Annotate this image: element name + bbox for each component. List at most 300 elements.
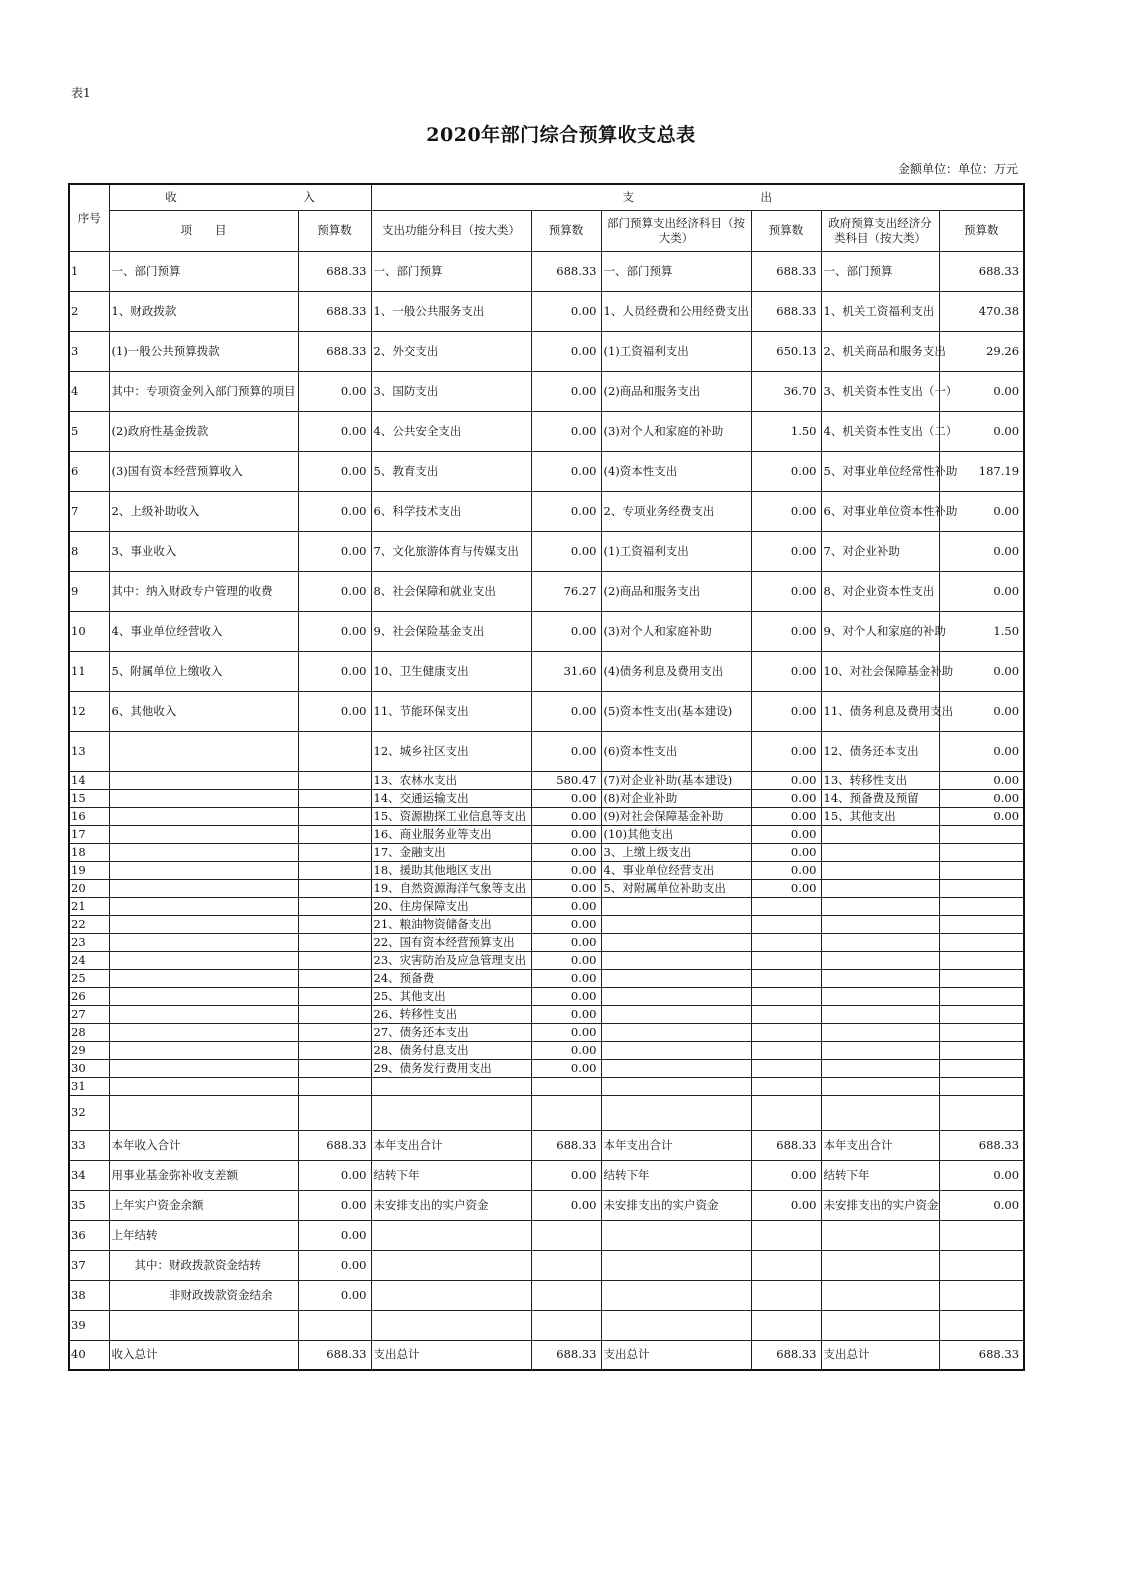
cell-gov-econ-item: 11、债务利息及费用支出 bbox=[821, 691, 939, 731]
cell-dept-econ-amount bbox=[751, 1041, 821, 1059]
cell-income-amount bbox=[298, 731, 371, 771]
cell-income-item bbox=[109, 1023, 298, 1041]
cell-func-item: 23、灾害防治及应急管理支出 bbox=[371, 951, 531, 969]
cell-income-item bbox=[109, 807, 298, 825]
cell-income-item: 6、其他收入 bbox=[109, 691, 298, 731]
cell-dept-econ-item: (10)其他支出 bbox=[601, 825, 751, 843]
cell-func-amount bbox=[531, 1095, 601, 1130]
cell-dept-econ-item: (4)资本性支出 bbox=[601, 451, 751, 491]
cell-dept-econ-item: (4)债务利息及费用支出 bbox=[601, 651, 751, 691]
table-row bbox=[69, 1130, 1024, 1160]
cell-seq: 39 bbox=[69, 1310, 109, 1340]
cell-func-item bbox=[371, 1250, 531, 1280]
cell-seq: 22 bbox=[69, 915, 109, 933]
cell-gov-econ-item bbox=[821, 915, 939, 933]
cell-dept-econ-item bbox=[601, 1005, 751, 1023]
header-seq: 序号 bbox=[69, 184, 109, 251]
cell-gov-econ-amount bbox=[939, 1041, 1024, 1059]
cell-dept-econ-item: 本年支出合计 bbox=[601, 1130, 751, 1160]
header-func-class: 支出功能分科目（按大类） bbox=[371, 210, 531, 251]
cell-income-item bbox=[109, 825, 298, 843]
cell-dept-econ-item: (7)对企业补助(基本建设) bbox=[601, 771, 751, 789]
cell-income-amount bbox=[298, 807, 371, 825]
cell-dept-econ-amount: 688.33 bbox=[751, 291, 821, 331]
cell-dept-econ-amount bbox=[751, 933, 821, 951]
cell-income-amount bbox=[298, 987, 371, 1005]
table-row bbox=[69, 969, 1024, 987]
cell-func-amount bbox=[531, 1250, 601, 1280]
cell-dept-econ-item bbox=[601, 1280, 751, 1310]
budget-table bbox=[68, 183, 1025, 1371]
cell-dept-econ-item bbox=[601, 1023, 751, 1041]
cell-func-amount: 0.00 bbox=[531, 411, 601, 451]
cell-income-item bbox=[109, 933, 298, 951]
cell-seq: 1 bbox=[69, 251, 109, 291]
cell-income-item bbox=[109, 861, 298, 879]
cell-gov-econ-amount bbox=[939, 1077, 1024, 1095]
table-row bbox=[69, 451, 1024, 491]
cell-gov-econ-amount bbox=[939, 843, 1024, 861]
cell-func-amount: 0.00 bbox=[531, 897, 601, 915]
cell-gov-econ-amount bbox=[939, 915, 1024, 933]
cell-gov-econ-amount bbox=[939, 825, 1024, 843]
cell-gov-econ-item: 5、对事业单位经常性补助 bbox=[821, 451, 939, 491]
table-row bbox=[69, 843, 1024, 861]
cell-gov-econ-amount: 0.00 bbox=[939, 651, 1024, 691]
cell-income-amount bbox=[298, 825, 371, 843]
header-dept-econ: 部门预算支出经济科目（按大类） bbox=[601, 210, 751, 251]
cell-seq: 33 bbox=[69, 1130, 109, 1160]
cell-dept-econ-item bbox=[601, 915, 751, 933]
table-row bbox=[69, 789, 1024, 807]
cell-income-item bbox=[109, 771, 298, 789]
cell-func-amount: 0.00 bbox=[531, 1160, 601, 1190]
cell-dept-econ-amount: 688.33 bbox=[751, 251, 821, 291]
table-row bbox=[69, 1077, 1024, 1095]
cell-dept-econ-amount: 650.13 bbox=[751, 331, 821, 371]
cell-dept-econ-item: (2)商品和服务支出 bbox=[601, 571, 751, 611]
cell-seq: 12 bbox=[69, 691, 109, 731]
cell-income-item bbox=[109, 789, 298, 807]
cell-seq: 31 bbox=[69, 1077, 109, 1095]
cell-gov-econ-item: 12、债务还本支出 bbox=[821, 731, 939, 771]
cell-income-amount bbox=[298, 879, 371, 897]
cell-gov-econ-item bbox=[821, 1005, 939, 1023]
cell-income-item bbox=[109, 969, 298, 987]
cell-func-amount: 0.00 bbox=[531, 371, 601, 411]
cell-func-item: 6、科学技术支出 bbox=[371, 491, 531, 531]
table-row bbox=[69, 861, 1024, 879]
cell-gov-econ-amount bbox=[939, 987, 1024, 1005]
cell-func-item: 结转下年 bbox=[371, 1160, 531, 1190]
cell-seq: 11 bbox=[69, 651, 109, 691]
cell-func-item bbox=[371, 1280, 531, 1310]
cell-dept-econ-item: (1)工资福利支出 bbox=[601, 531, 751, 571]
cell-dept-econ-amount bbox=[751, 987, 821, 1005]
cell-func-amount: 0.00 bbox=[531, 291, 601, 331]
cell-func-item: 2、外交支出 bbox=[371, 331, 531, 371]
cell-dept-econ-item bbox=[601, 1250, 751, 1280]
table-row bbox=[69, 1005, 1024, 1023]
cell-func-item: 20、住房保障支出 bbox=[371, 897, 531, 915]
cell-func-item: 14、交通运输支出 bbox=[371, 789, 531, 807]
cell-dept-econ-amount: 0.00 bbox=[751, 731, 821, 771]
cell-func-amount: 688.33 bbox=[531, 251, 601, 291]
cell-gov-econ-amount: 688.33 bbox=[939, 1340, 1024, 1370]
cell-income-amount bbox=[298, 951, 371, 969]
cell-dept-econ-amount bbox=[751, 1059, 821, 1077]
table-row bbox=[69, 987, 1024, 1005]
cell-dept-econ-item: (5)资本性支出(基本建设) bbox=[601, 691, 751, 731]
cell-dept-econ-item bbox=[601, 951, 751, 969]
cell-gov-econ-amount bbox=[939, 969, 1024, 987]
cell-gov-econ-item: 9、对个人和家庭的补助 bbox=[821, 611, 939, 651]
cell-gov-econ-item: 支出总计 bbox=[821, 1340, 939, 1370]
cell-gov-econ-item bbox=[821, 933, 939, 951]
cell-dept-econ-item: 4、事业单位经营支出 bbox=[601, 861, 751, 879]
cell-dept-econ-item bbox=[601, 1059, 751, 1077]
header-amount: 预算数 bbox=[751, 210, 821, 251]
cell-seq: 36 bbox=[69, 1220, 109, 1250]
cell-dept-econ-item bbox=[601, 933, 751, 951]
cell-func-amount: 0.00 bbox=[531, 807, 601, 825]
cell-income-item: 一、部门预算 bbox=[109, 251, 298, 291]
cell-func-amount bbox=[531, 1310, 601, 1340]
cell-income-amount bbox=[298, 1095, 371, 1130]
cell-gov-econ-item: 10、对社会保障基金补助 bbox=[821, 651, 939, 691]
table-row bbox=[69, 771, 1024, 789]
cell-dept-econ-amount: 0.00 bbox=[751, 789, 821, 807]
cell-func-amount bbox=[531, 1280, 601, 1310]
cell-seq: 15 bbox=[69, 789, 109, 807]
cell-func-item: 26、转移性支出 bbox=[371, 1005, 531, 1023]
cell-gov-econ-amount bbox=[939, 1005, 1024, 1023]
cell-income-amount: 688.33 bbox=[298, 251, 371, 291]
cell-income-item bbox=[109, 987, 298, 1005]
cell-gov-econ-amount bbox=[939, 879, 1024, 897]
cell-income-item: 4、事业单位经营收入 bbox=[109, 611, 298, 651]
cell-dept-econ-amount bbox=[751, 951, 821, 969]
cell-dept-econ-item bbox=[601, 1041, 751, 1059]
cell-func-item bbox=[371, 1220, 531, 1250]
cell-dept-econ-amount: 0.00 bbox=[751, 611, 821, 651]
cell-gov-econ-amount: 0.00 bbox=[939, 807, 1024, 825]
cell-func-amount: 0.00 bbox=[531, 1005, 601, 1023]
page-title: 2020年部门综合预算收支总表 bbox=[426, 124, 696, 146]
cell-seq: 40 bbox=[69, 1340, 109, 1370]
cell-seq: 19 bbox=[69, 861, 109, 879]
cell-seq: 25 bbox=[69, 969, 109, 987]
cell-gov-econ-amount: 1.50 bbox=[939, 611, 1024, 651]
table-body bbox=[69, 251, 1024, 1370]
cell-income-item: (1)一般公共预算拨款 bbox=[109, 331, 298, 371]
table-row bbox=[69, 491, 1024, 531]
cell-gov-econ-item bbox=[821, 1310, 939, 1340]
cell-dept-econ-amount: 0.00 bbox=[751, 571, 821, 611]
table-row bbox=[69, 825, 1024, 843]
cell-func-amount: 0.00 bbox=[531, 331, 601, 371]
cell-func-amount: 0.00 bbox=[531, 915, 601, 933]
cell-income-amount bbox=[298, 897, 371, 915]
cell-dept-econ-amount bbox=[751, 1005, 821, 1023]
cell-func-item: 本年支出合计 bbox=[371, 1130, 531, 1160]
cell-income-item bbox=[109, 951, 298, 969]
cell-dept-econ-item: 一、部门预算 bbox=[601, 251, 751, 291]
cell-gov-econ-amount: 0.00 bbox=[939, 531, 1024, 571]
cell-dept-econ-item: 支出总计 bbox=[601, 1340, 751, 1370]
cell-func-amount: 31.60 bbox=[531, 651, 601, 691]
cell-gov-econ-item bbox=[821, 1077, 939, 1095]
cell-gov-econ-item bbox=[821, 1220, 939, 1250]
cell-seq: 30 bbox=[69, 1059, 109, 1077]
cell-gov-econ-item: 8、对企业资本性支出 bbox=[821, 571, 939, 611]
cell-income-amount bbox=[298, 771, 371, 789]
cell-gov-econ-item: 13、转移性支出 bbox=[821, 771, 939, 789]
header-amount: 预算数 bbox=[298, 210, 371, 251]
cell-gov-econ-item bbox=[821, 969, 939, 987]
cell-dept-econ-amount: 0.00 bbox=[751, 651, 821, 691]
cell-func-amount: 0.00 bbox=[531, 843, 601, 861]
cell-gov-econ-amount bbox=[939, 1310, 1024, 1340]
header-amount: 预算数 bbox=[531, 210, 601, 251]
cell-dept-econ-amount bbox=[751, 1250, 821, 1280]
cell-dept-econ-amount bbox=[751, 1023, 821, 1041]
cell-seq: 17 bbox=[69, 825, 109, 843]
cell-func-amount: 0.00 bbox=[531, 691, 601, 731]
cell-income-amount: 688.33 bbox=[298, 291, 371, 331]
cell-income-amount: 0.00 bbox=[298, 611, 371, 651]
cell-seq: 7 bbox=[69, 491, 109, 531]
cell-gov-econ-item bbox=[821, 897, 939, 915]
cell-income-item: 用事业基金弥补收支差额 bbox=[109, 1160, 298, 1190]
cell-gov-econ-item bbox=[821, 1059, 939, 1077]
cell-gov-econ-amount bbox=[939, 933, 1024, 951]
cell-seq: 38 bbox=[69, 1280, 109, 1310]
cell-dept-econ-amount: 0.00 bbox=[751, 807, 821, 825]
cell-func-amount: 0.00 bbox=[531, 789, 601, 807]
table-row bbox=[69, 691, 1024, 731]
cell-gov-econ-item: 2、机关商品和服务支出 bbox=[821, 331, 939, 371]
cell-gov-econ-amount bbox=[939, 1220, 1024, 1250]
cell-income-item: 上年结转 bbox=[109, 1220, 298, 1250]
cell-dept-econ-amount bbox=[751, 1095, 821, 1130]
cell-seq: 4 bbox=[69, 371, 109, 411]
cell-income-amount bbox=[298, 861, 371, 879]
cell-dept-econ-item: 结转下年 bbox=[601, 1160, 751, 1190]
cell-dept-econ-amount bbox=[751, 1220, 821, 1250]
cell-income-item: 其中：专项资金列入部门预算的项目 bbox=[109, 371, 298, 411]
cell-func-item: 9、社会保险基金支出 bbox=[371, 611, 531, 651]
cell-dept-econ-item bbox=[601, 1220, 751, 1250]
cell-seq: 23 bbox=[69, 933, 109, 951]
cell-gov-econ-amount: 0.00 bbox=[939, 731, 1024, 771]
cell-income-amount: 0.00 bbox=[298, 1280, 371, 1310]
cell-func-amount: 0.00 bbox=[531, 731, 601, 771]
cell-income-amount bbox=[298, 1059, 371, 1077]
cell-gov-econ-item: 1、机关工资福利支出 bbox=[821, 291, 939, 331]
cell-seq: 5 bbox=[69, 411, 109, 451]
unit-label: 金额单位：单位：万元 bbox=[897, 162, 1018, 176]
cell-gov-econ-item: 15、其他支出 bbox=[821, 807, 939, 825]
cell-seq: 32 bbox=[69, 1095, 109, 1130]
cell-func-item: 4、公共安全支出 bbox=[371, 411, 531, 451]
cell-gov-econ-item: 7、对企业补助 bbox=[821, 531, 939, 571]
cell-func-item: 29、债务发行费用支出 bbox=[371, 1059, 531, 1077]
cell-dept-econ-item bbox=[601, 1077, 751, 1095]
cell-dept-econ-item bbox=[601, 987, 751, 1005]
cell-gov-econ-item bbox=[821, 1041, 939, 1059]
cell-dept-econ-amount: 0.00 bbox=[751, 861, 821, 879]
cell-gov-econ-amount bbox=[939, 1059, 1024, 1077]
cell-income-item: 3、事业收入 bbox=[109, 531, 298, 571]
cell-gov-econ-item: 一、部门预算 bbox=[821, 251, 939, 291]
cell-gov-econ-item: 未安排支出的实户资金 bbox=[821, 1190, 939, 1220]
cell-dept-econ-item: (2)商品和服务支出 bbox=[601, 371, 751, 411]
cell-gov-econ-amount: 0.00 bbox=[939, 411, 1024, 451]
cell-income-amount: 0.00 bbox=[298, 451, 371, 491]
cell-gov-econ-amount: 0.00 bbox=[939, 771, 1024, 789]
cell-func-item: 12、城乡社区支出 bbox=[371, 731, 531, 771]
cell-dept-econ-item: (8)对企业补助 bbox=[601, 789, 751, 807]
table-row bbox=[69, 933, 1024, 951]
cell-func-item: 11、节能环保支出 bbox=[371, 691, 531, 731]
cell-gov-econ-item bbox=[821, 951, 939, 969]
cell-dept-econ-item bbox=[601, 969, 751, 987]
cell-seq: 21 bbox=[69, 897, 109, 915]
cell-income-item bbox=[109, 897, 298, 915]
cell-income-amount: 0.00 bbox=[298, 371, 371, 411]
cell-income-amount: 0.00 bbox=[298, 1190, 371, 1220]
header-item: 项 目 bbox=[109, 210, 298, 251]
cell-func-amount bbox=[531, 1077, 601, 1095]
cell-income-item: (2)政府性基金拨款 bbox=[109, 411, 298, 451]
table-row bbox=[69, 331, 1024, 371]
cell-gov-econ-item: 3、机关资本性支出（一） bbox=[821, 371, 939, 411]
cell-income-item bbox=[109, 1095, 298, 1130]
cell-gov-econ-amount bbox=[939, 1280, 1024, 1310]
cell-dept-econ-amount bbox=[751, 969, 821, 987]
cell-income-amount bbox=[298, 789, 371, 807]
table-row bbox=[69, 897, 1024, 915]
cell-func-item: 3、国防支出 bbox=[371, 371, 531, 411]
cell-income-item bbox=[109, 1041, 298, 1059]
cell-income-amount: 0.00 bbox=[298, 1160, 371, 1190]
cell-seq: 20 bbox=[69, 879, 109, 897]
cell-gov-econ-item bbox=[821, 1023, 939, 1041]
cell-dept-econ-amount: 0.00 bbox=[751, 531, 821, 571]
cell-dept-econ-item: (9)对社会保障基金补助 bbox=[601, 807, 751, 825]
cell-income-amount: 0.00 bbox=[298, 691, 371, 731]
cell-income-amount: 0.00 bbox=[298, 411, 371, 451]
header-gov-econ: 政府预算支出经济分类科目（按大类） bbox=[821, 210, 939, 251]
cell-income-item: 1、财政拨款 bbox=[109, 291, 298, 331]
cell-income-amount: 688.33 bbox=[298, 1340, 371, 1370]
cell-func-amount: 0.00 bbox=[531, 491, 601, 531]
cell-income-amount bbox=[298, 915, 371, 933]
cell-gov-econ-amount: 0.00 bbox=[939, 571, 1024, 611]
cell-seq: 28 bbox=[69, 1023, 109, 1041]
cell-dept-econ-amount: 0.00 bbox=[751, 691, 821, 731]
cell-seq: 27 bbox=[69, 1005, 109, 1023]
cell-income-item bbox=[109, 1059, 298, 1077]
cell-income-item: 非财政拨款资金结余 bbox=[109, 1280, 298, 1310]
cell-gov-econ-amount bbox=[939, 951, 1024, 969]
cell-income-item: 2、上级补助收入 bbox=[109, 491, 298, 531]
cell-dept-econ-item: 1、人员经费和公用经费支出 bbox=[601, 291, 751, 331]
cell-dept-econ-amount: 0.00 bbox=[751, 771, 821, 789]
cell-func-item: 5、教育支出 bbox=[371, 451, 531, 491]
cell-func-item: 19、自然资源海洋气象等支出 bbox=[371, 879, 531, 897]
table-row bbox=[69, 1041, 1024, 1059]
cell-dept-econ-amount: 0.00 bbox=[751, 1160, 821, 1190]
cell-func-amount: 0.00 bbox=[531, 1023, 601, 1041]
cell-dept-econ-amount: 0.00 bbox=[751, 491, 821, 531]
cell-gov-econ-amount bbox=[939, 1095, 1024, 1130]
cell-income-item: 5、附属单位上缴收入 bbox=[109, 651, 298, 691]
header-expense-group: 支 出 bbox=[371, 184, 1024, 210]
cell-gov-econ-amount: 688.33 bbox=[939, 1130, 1024, 1160]
cell-dept-econ-amount: 1.50 bbox=[751, 411, 821, 451]
cell-seq: 6 bbox=[69, 451, 109, 491]
cell-gov-econ-item bbox=[821, 1280, 939, 1310]
table-row bbox=[69, 731, 1024, 771]
cell-income-amount bbox=[298, 1310, 371, 1340]
cell-func-amount bbox=[531, 1220, 601, 1250]
cell-func-item bbox=[371, 1310, 531, 1340]
table-label: 表1 bbox=[71, 86, 91, 100]
cell-income-item: 其中：财政拨款资金结转 bbox=[109, 1250, 298, 1280]
cell-gov-econ-amount: 0.00 bbox=[939, 789, 1024, 807]
cell-func-amount: 0.00 bbox=[531, 611, 601, 651]
cell-seq: 26 bbox=[69, 987, 109, 1005]
cell-dept-econ-item: (3)对个人和家庭补助 bbox=[601, 611, 751, 651]
cell-func-amount: 0.00 bbox=[531, 951, 601, 969]
cell-seq: 2 bbox=[69, 291, 109, 331]
cell-gov-econ-amount: 187.19 bbox=[939, 451, 1024, 491]
cell-income-item bbox=[109, 1005, 298, 1023]
table-row bbox=[69, 879, 1024, 897]
table-row bbox=[69, 411, 1024, 451]
table-row bbox=[69, 571, 1024, 611]
cell-gov-econ-item bbox=[821, 825, 939, 843]
table-row bbox=[69, 251, 1024, 291]
table-row bbox=[69, 611, 1024, 651]
cell-income-amount: 0.00 bbox=[298, 1250, 371, 1280]
table-row bbox=[69, 807, 1024, 825]
cell-dept-econ-amount: 0.00 bbox=[751, 1190, 821, 1220]
cell-dept-econ-amount bbox=[751, 1310, 821, 1340]
cell-income-amount: 688.33 bbox=[298, 1130, 371, 1160]
cell-income-item bbox=[109, 915, 298, 933]
cell-func-amount: 0.00 bbox=[531, 987, 601, 1005]
cell-dept-econ-amount: 0.00 bbox=[751, 879, 821, 897]
cell-dept-econ-amount: 688.33 bbox=[751, 1340, 821, 1370]
table-row bbox=[69, 371, 1024, 411]
cell-func-amount: 76.27 bbox=[531, 571, 601, 611]
table-row bbox=[69, 1280, 1024, 1310]
cell-income-amount bbox=[298, 1041, 371, 1059]
cell-seq: 9 bbox=[69, 571, 109, 611]
table-row bbox=[69, 1310, 1024, 1340]
cell-gov-econ-item bbox=[821, 1095, 939, 1130]
table-row bbox=[69, 1095, 1024, 1130]
cell-seq: 35 bbox=[69, 1190, 109, 1220]
table-row bbox=[69, 1250, 1024, 1280]
cell-seq: 16 bbox=[69, 807, 109, 825]
cell-seq: 14 bbox=[69, 771, 109, 789]
cell-income-item bbox=[109, 731, 298, 771]
cell-dept-econ-item bbox=[601, 1310, 751, 1340]
